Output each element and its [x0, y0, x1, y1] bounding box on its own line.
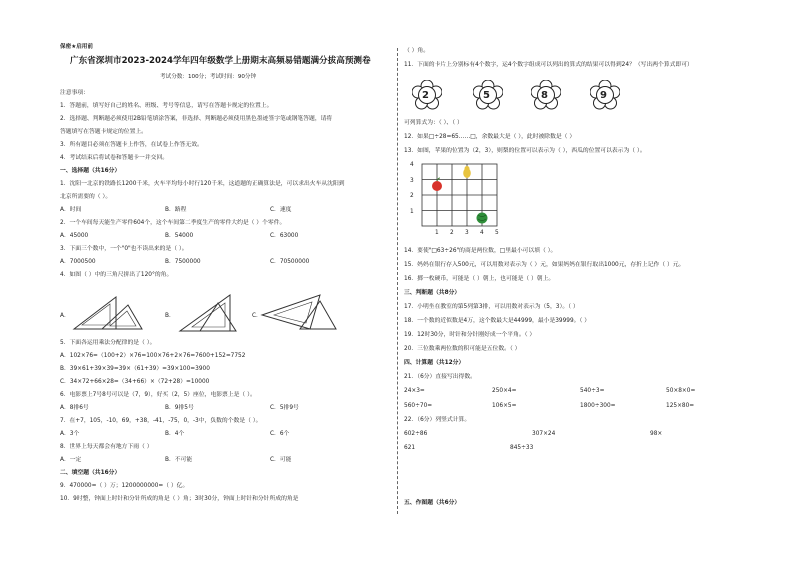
question-13: 13．如图，苹果的位置为（2，3），则梨的位置可以表示为（ ），西瓜的位置可以表示为（ ）。 — [404, 148, 646, 154]
pear-icon — [463, 166, 471, 178]
exam-title: 广东省深圳市2023-2024学年四年级数学上册期末高频易错题满分拔高预测卷 — [70, 56, 371, 66]
section-draw-heading: 五、作图题（共6分） — [404, 500, 461, 506]
vertical-calc-item: 307×24 — [532, 431, 556, 437]
note-2-cont: 答题填写在答题卡规定的位置上。 — [60, 129, 147, 135]
note-2: 2．选择题、判断题必须使用2B铅笔填涂答案，非选择、判断题必须使用黑色墨迹签字笔或钢笔答题，请将 — [60, 116, 333, 122]
option-2a: A．45000 — [60, 233, 89, 239]
question-6: 6．电影票上7号8号可以是（7，9），好买（2，5）座位，电影票上是（ ）。 — [60, 392, 256, 398]
notes-heading: 注意事项： — [60, 90, 89, 96]
question-7: 7．在+7，105，-10，69，+38，-41，-75，0，-3中，负数的个数是（ ）。 — [60, 418, 262, 424]
question-17: 17．小明坐在教室的第5列第3排，可以用数对表示为（5，3）。（ ） — [404, 304, 579, 310]
question-10-cont: （ ）角。 — [404, 48, 430, 54]
option-7b: B．4个 — [165, 431, 185, 437]
question-22: 22．（6分）列竖式计算。 — [404, 417, 471, 423]
calc-item: 24×3= — [404, 388, 425, 394]
question-9: 9．470000=（ ）万；1200000000=（ ）亿。 — [60, 483, 189, 489]
question-18: 18．一个数的近似数是4万，这个数最大是44999，最小是39999。（ ） — [404, 318, 591, 324]
question-21: 21．（6分）直接写出得数。 — [404, 374, 476, 380]
grid-y-label-2: 2 — [410, 193, 414, 199]
question-1-cont: 北京所需要的（ ）。 — [60, 194, 112, 200]
section-choice-heading: 一、选择题（共16分） — [60, 168, 121, 174]
grid-x-label-3: 3 — [465, 230, 469, 236]
grid-y-label-4: 4 — [410, 162, 414, 168]
question-5: 5．下面各运用乘法分配律的是（ ）。 — [60, 340, 156, 346]
option-2b: B．54000 — [165, 233, 194, 239]
grid-y-label-3: 3 — [410, 178, 414, 184]
grid-x-label-5: 5 — [495, 230, 499, 236]
option-1b: B．路程 — [165, 207, 187, 213]
option-3b: B．7500000 — [165, 259, 201, 265]
section-fill-heading: 二、填空题（共16分） — [60, 470, 121, 476]
column-divider — [397, 48, 398, 514]
option-3c: C．70500000 — [270, 259, 310, 265]
question-1: 1．沈阳一北京的铁路长1200千米，火车平均每小时行120千米，这道题的正确算法是，可以求出火车从沈阳到 — [60, 181, 345, 187]
calc-item: 106×5= — [492, 403, 517, 409]
option-7c: C．6个 — [270, 431, 290, 437]
option-8a: A．一定 — [60, 457, 82, 463]
set-square-figure-b — [178, 291, 238, 333]
question-20: 20．三位数乘两位数的积可能是五位数。（ ） — [404, 346, 521, 352]
calc-item: 125×80= — [666, 403, 695, 409]
vertical-calc-item: 98× — [650, 431, 663, 437]
watermelon-icon — [477, 213, 488, 224]
question-12: 12．如果□÷28=65……□，余数最大是（ ），此时被除数是（ ） — [404, 134, 576, 140]
option-6a: A．8排6号 — [60, 405, 89, 411]
confidential-mark: 保密★启用前 — [60, 44, 93, 50]
flower-number-4: 9 — [600, 90, 607, 101]
question-16: 16．掷一枚硬币，可能是（ ）朝上，也可能是（ ）朝上。 — [404, 276, 555, 282]
question-14: 14．要使"□63÷26"的商是两位数，□里最小可以填（ ）。 — [404, 248, 557, 254]
option-3a: A．7000500 — [60, 259, 96, 265]
question-2: 2．一个车间每天能生产零件604个，这个车间第二季度生产的零件大约是（ ）个零件。 — [60, 220, 286, 226]
calc-item: 1800÷300= — [580, 403, 616, 409]
calc-item: 540÷3= — [580, 388, 605, 394]
section-judge-heading: 三、判断题（共8分） — [404, 290, 461, 296]
vertical-calc-item: 602÷86 — [404, 431, 428, 437]
calc-item: 250×4= — [492, 388, 517, 394]
flower-number-1: 2 — [422, 90, 429, 101]
question-10: 10．9时整，钟面上时针和分针所成的角是（ ）角；3时30分，钟面上时针和分针所成的角是 — [60, 496, 299, 502]
section-calc-heading: 四、计算题（共12分） — [404, 360, 465, 366]
option-4b: B． — [165, 313, 175, 319]
option-2c: C．63000 — [270, 233, 299, 239]
question-11: 11．下面的卡片上分别标有4个数字，运4个数字组成可以列出的算式的结果可以得到24？（写出两个算式即可） — [404, 62, 693, 68]
calc-item: 560÷70= — [404, 403, 433, 409]
question-15: 15．妈妈在银行存入500元，可以用数对表示为（ ）元，如果妈妈在银行取出1000元，存折上记作（ ）元。 — [404, 262, 685, 268]
set-square-figure-a — [72, 291, 144, 331]
grid-x-label-1: 1 — [435, 230, 439, 236]
option-4a: A． — [60, 313, 70, 319]
flower-number-3: 8 — [541, 90, 548, 101]
option-1a: A．时间 — [60, 207, 82, 213]
note-1: 1．答题前，填写好自己的姓名、班级、考号等信息，请写在答题卡规定的位置上。 — [60, 103, 273, 109]
question-8: 8．世界上每天都会有地方下雨（ ） — [60, 444, 153, 450]
option-5a: A．102×76=（100+2）×76=100×76+2×76=7600+152=7752 — [60, 353, 246, 359]
question-3: 3．下面三个数中，一个"0"也不读出来的是（ ）。 — [60, 246, 188, 252]
apple-icon — [432, 178, 442, 191]
option-8c: C．可能 — [270, 457, 292, 463]
option-7a: A．3个 — [60, 431, 80, 437]
calc-item: 50×8×0= — [666, 388, 696, 394]
option-5c: C．34×72+66×28=（34+66）×（72+28）=10000 — [60, 379, 210, 385]
option-4c: C． — [252, 313, 262, 319]
note-4: 4．考试结束后将试卷和答题卡一并交回。 — [60, 155, 169, 161]
option-8b: B．不可能 — [165, 457, 193, 463]
set-square-figure-c — [260, 293, 338, 331]
note-3: 3．所有题目必须在答题卡上作答，在试卷上作答无效。 — [60, 142, 203, 148]
grid-x-label-4: 4 — [480, 230, 484, 236]
option-5b: B．39×61+39×39=39×（61+39）=39×100=3900 — [60, 366, 210, 372]
grid-y-label-1: 1 — [410, 209, 414, 215]
grid-x-label-2: 2 — [450, 230, 454, 236]
flower-number-2: 5 — [483, 90, 490, 101]
question-4: 4．如图（ ）中的三角尺拼出了120°的角。 — [60, 272, 173, 278]
vertical-calc-item: 621 — [404, 445, 416, 451]
exam-info: 考试分数：100分；考试时间：90分钟 — [160, 74, 257, 80]
question-19: 19．12时30分，时针和分针刚好成一个平角。（ ） — [404, 332, 536, 338]
option-1c: C．速度 — [270, 207, 292, 213]
option-6c: C．5排9号 — [270, 405, 299, 411]
vertical-calc-item: 845÷33 — [510, 445, 534, 451]
question-11-answer: 可列算式为：（ ）、（ ） — [404, 120, 463, 126]
option-6b: B．9排5号 — [165, 405, 194, 411]
